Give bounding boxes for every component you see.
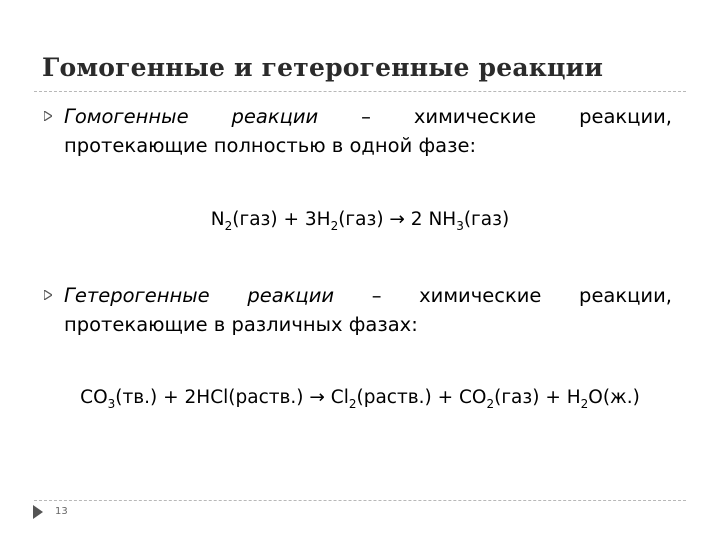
homogeneous-equation: $N_2(газ) + 3H_2(газ) \to 2$ $NH_3(газ)$ xyxy=(210,209,510,233)
page-number: 13 xyxy=(55,506,68,517)
homogeneous-definition xyxy=(64,102,672,160)
page-marker-icon xyxy=(33,504,43,518)
bullet-triangle-icon xyxy=(44,290,52,300)
heterogeneous-text: – химические реакции, протекающие в различных фазах: xyxy=(64,284,672,336)
bullet-triangle-icon xyxy=(44,111,52,121)
slide-title: Гомогенные и гетерогенные реакции xyxy=(42,53,604,82)
title-divider xyxy=(34,91,686,92)
heterogeneous-equation: $CO_3(тв.)$ + 2HCl(раств.) → $Cl_2(раств.) + CO_2(газ) + H_2O(ж.)$ xyxy=(80,387,640,411)
heterogeneous-term: Гетерогенные реакции xyxy=(64,284,335,307)
homogeneous-text: – химические реакции, протекающие полностью в одной фазе: xyxy=(64,105,672,157)
homogeneous-term: Гомогенные реакции xyxy=(64,105,319,128)
footer-divider xyxy=(34,500,686,501)
heterogeneous-definition xyxy=(64,281,672,339)
